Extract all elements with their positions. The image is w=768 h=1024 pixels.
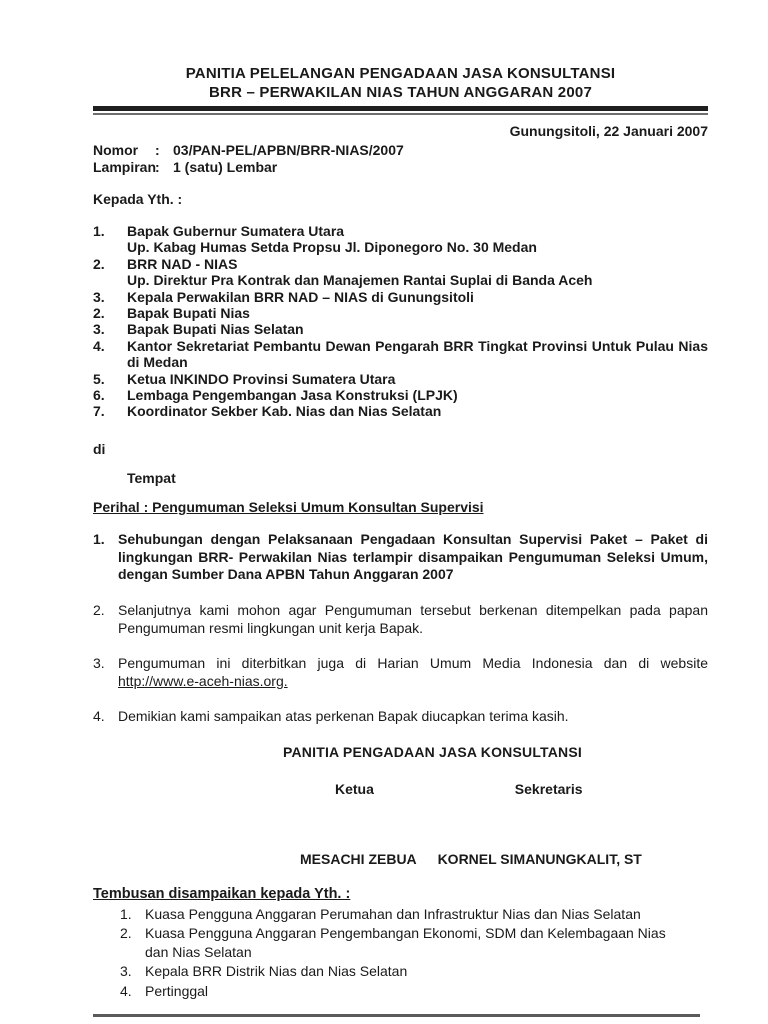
body-paragraph-2 [93, 602, 708, 637]
tembusan-list [93, 905, 708, 1001]
addressee-item [93, 387, 708, 403]
tembusan-text: Kepala BRR Distrik Nias dan Nias Selatan [145, 963, 408, 980]
body-paragraph-3 [93, 655, 708, 690]
page-bottom-rule [93, 1014, 700, 1017]
body-paragraph-1 [93, 531, 708, 584]
lampiran-colon: : [155, 159, 160, 175]
letter-content [93, 0, 708, 1001]
tembusan-text: Kuasa Pengguna Anggaran Pengembangan Ekonomi, SDM dan Kelembagaan Nias dan Nias Selatan [145, 924, 666, 961]
letterhead [93, 64, 708, 102]
addressee-item [93, 371, 708, 387]
addressee-text: Bapak Bupati Nias [127, 305, 250, 322]
tembusan-num: 4. [120, 982, 132, 999]
addressee-item [93, 289, 708, 305]
paragraph-num: 2. [93, 601, 105, 618]
nomor-value: 03/PAN-PEL/APBN/BRR-NIAS/2007 [173, 142, 404, 158]
letter-meta [93, 142, 708, 176]
letterhead-line2: BRR – PERWAKILAN NIAS TAHUN ANGGARAN 2007 [209, 84, 592, 101]
addressee-text: BRR NAD - NIAS Up. Direktur Pra Kontrak dan Manajemen Rantai Suplai di Banda Aceh [127, 255, 593, 289]
addressee-num: 7. [93, 403, 105, 420]
tembusan-text: Pertinggal [145, 982, 209, 999]
tempat-word: Tempat [127, 469, 176, 486]
tembusan-text: Kuasa Pengguna Anggaran Perumahan dan Infrastruktur Nias dan Nias Selatan [145, 905, 641, 922]
paragraph-text: Pengumuman ini diterbitkan juga di Harian Umum Media Indonesia dan di website http://www.e-aceh-nias.org. [118, 655, 708, 690]
date-place-line: Gunungsitoli, 22 Januari 2007 [509, 123, 708, 139]
di-word: di [93, 440, 106, 457]
paragraph-num: 4. [93, 707, 105, 724]
addressee-num: 1. [93, 223, 105, 239]
addressee-item [93, 223, 708, 256]
paragraph-text: Sehubungan dengan Pelaksanaan Pengadaan Konsultan Supervisi Paket – Paket di lingkungan BRR- Perwakilan Nias terlampir disampaikan Pengumuman Seleksi Umum, dengan Sumber Dana APBN Tahun Anggaran 2007 [118, 530, 708, 583]
lampiran-label: Lampiran [93, 159, 157, 175]
lampiran-value: 1 (satu) Lembar [173, 159, 278, 175]
tembusan-item [120, 905, 708, 924]
addressee-item [93, 338, 708, 371]
salutation: Kepada Yth. : [93, 191, 183, 207]
paragraph-text: Demikian kami sampaikan atas perkenan Bapak diucapkan terima kasih. [118, 707, 569, 724]
addressee-list [93, 223, 708, 420]
addressee-num: 4. [93, 337, 105, 354]
paragraph-num: 1. [93, 530, 105, 547]
addressee-text: Lembaga Pengembangan Jasa Konstruksi (LPJK) [127, 387, 458, 404]
nomor-label: Nomor [93, 142, 139, 158]
addressee-num: 5. [93, 370, 105, 387]
addressee-item [93, 305, 708, 321]
addressee-num: 3. [93, 288, 105, 305]
tembusan-heading: Tembusan disampaikan kepada Yth. : [93, 885, 351, 902]
tembusan-num: 1. [120, 905, 132, 922]
perihal-line: Perihal : Pengumuman Seleksi Umum Konsultan Supervisi [93, 498, 484, 515]
addressee-num: 6. [93, 387, 105, 404]
committee-name: PANITIA PENGADAAN JASA KONSULTANSI [283, 743, 582, 760]
tembusan-num: 3. [120, 963, 132, 980]
addressee-text: Koordinator Sekber Kab. Nias dan Nias Selatan [127, 403, 442, 420]
addressee-num: 3. [93, 321, 105, 338]
lampiran-row [93, 159, 708, 176]
signer-name-sekretaris: KORNEL SIMANUNGKALIT, ST [437, 850, 642, 867]
tembusan-item [120, 982, 708, 1001]
header-rule-bottom [93, 113, 708, 115]
signature-names [93, 851, 708, 867]
tembusan-num: 2. [120, 924, 132, 941]
website-url: http://www.e-aceh-nias.org. [118, 673, 288, 690]
nomor-colon: : [155, 142, 160, 158]
tembusan-item [120, 924, 708, 963]
letterhead-line1: PANITIA PELELANGAN PENGADAAN JASA KONSULTANSI [185, 65, 616, 82]
header-rule-top [93, 106, 708, 111]
body-paragraph-4 [93, 708, 708, 726]
addressee-num: 2. [93, 255, 105, 272]
addressee-item [93, 256, 708, 289]
nomor-row [93, 142, 708, 159]
addressee-item [93, 403, 708, 419]
addressee-num: 2. [93, 305, 105, 322]
signature-roles [93, 781, 708, 797]
tembusan-item [120, 962, 708, 981]
paragraph-text: Selanjutnya kami mohon agar Pengumuman tersebut berkenan ditempelkan pada papan Pengumuman resmi lingkungan unit kerja Bapak. [118, 601, 708, 636]
paragraph-num: 3. [93, 655, 105, 672]
addressee-text: Ketua INKINDO Provinsi Sumatera Utara [127, 370, 396, 387]
addressee-text: Bapak Bupati Nias Selatan [127, 321, 304, 338]
addressee-text: Bapak Gubernur Sumatera Utara Up. Kabag Humas Setda Propsu Jl. Diponegoro No. 30 Medan [127, 223, 537, 256]
addressee-text: Kepala Perwakilan BRR NAD – NIAS di Gunungsitoli [127, 288, 474, 305]
addressee-text: Kantor Sekretariat Pembantu Dewan Pengarah BRR Tingkat Provinsi Untuk Pulau Nias di Medan [127, 337, 708, 371]
role-ketua: Ketua [335, 780, 374, 797]
role-sekretaris: Sekretaris [514, 780, 583, 797]
signer-name-ketua: MESACHI ZEBUA [300, 850, 417, 867]
addressee-item [93, 321, 708, 337]
